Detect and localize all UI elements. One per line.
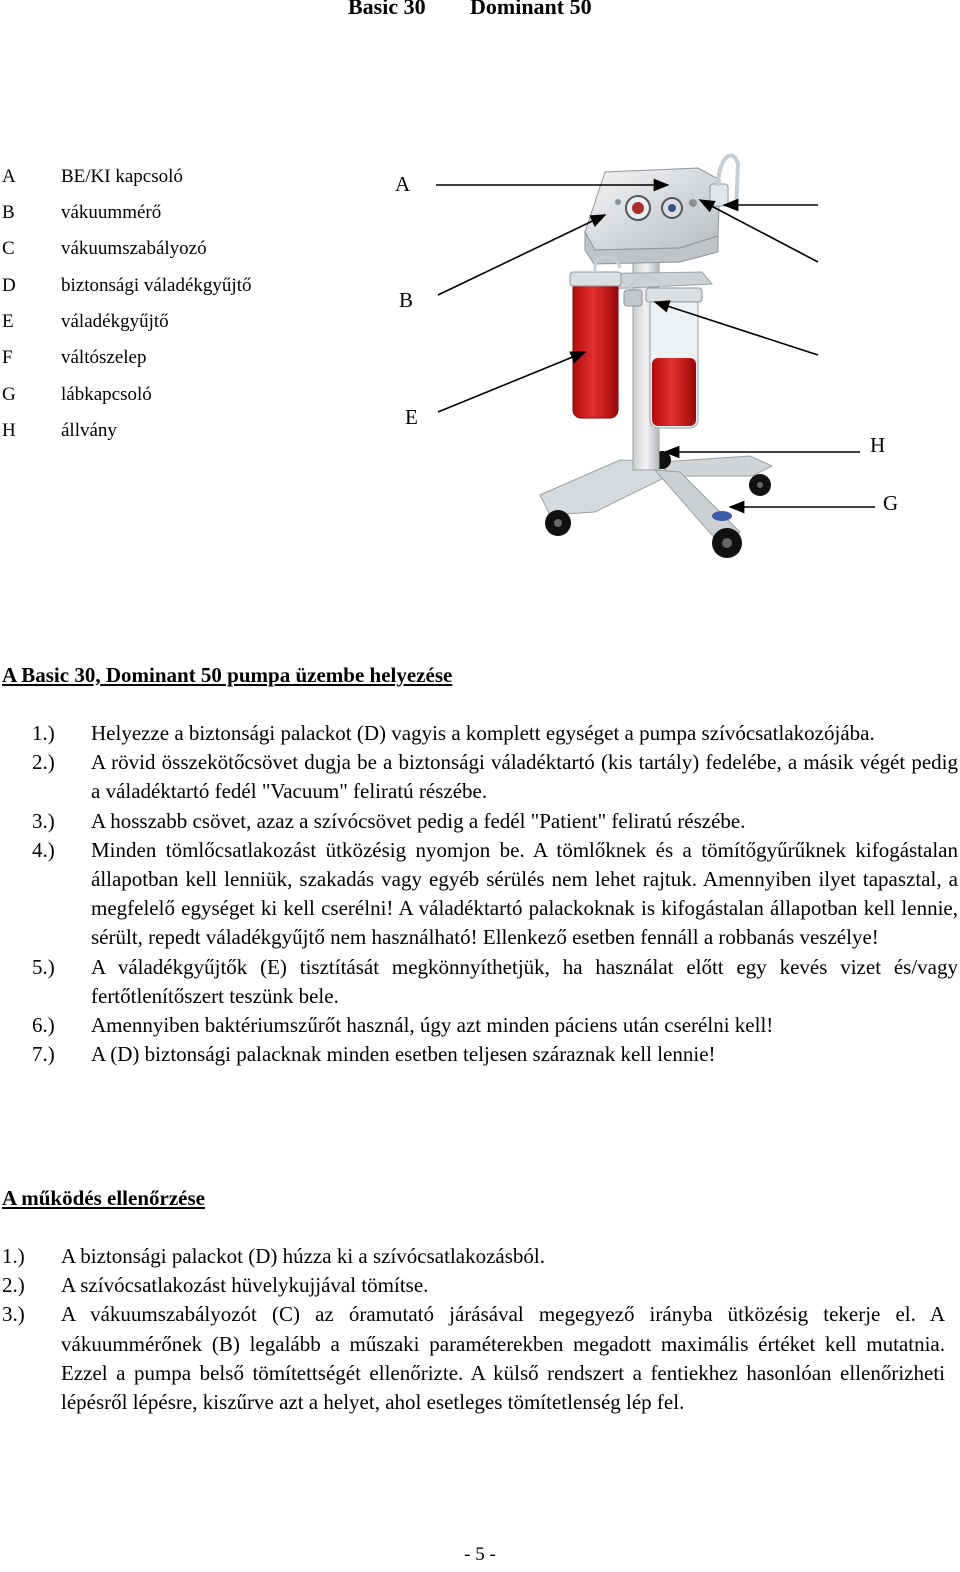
step-text: A (D) biztonsági palacknak minden esetben teljesen száraznak kell lennie! — [91, 1042, 716, 1067]
figure-label-h: H — [870, 433, 886, 457]
function-check-steps — [0, 1242, 945, 1417]
list-item — [0, 1271, 945, 1300]
step-number: 3.) — [2, 1302, 25, 1327]
legend-text: váltószelep — [61, 347, 147, 368]
step-number: 2.) — [2, 1273, 25, 1298]
step-number: 3.) — [32, 808, 55, 833]
model-basic-30: Basic 30 — [348, 0, 426, 19]
legend-letter: E — [2, 311, 14, 332]
list-item — [0, 1300, 945, 1417]
legend-letter: B — [2, 202, 15, 223]
list-item — [0, 1242, 945, 1271]
legend-letter: G — [2, 384, 16, 405]
step-number: 1.) — [32, 721, 55, 745]
step-number: 1.) — [2, 1244, 25, 1268]
step-number: 7.) — [32, 1042, 55, 1067]
legend-text: BE/KI kapcsoló — [61, 166, 183, 187]
figure-label-b: B — [399, 288, 414, 312]
step-text: A vákuumszabályozót (C) az óramutató járásával megegyező irányba ütközésig tekerje el. A vákuummérőnek (B) legalább a műszaki paraméterekben megadott maximális értéket kell mutatnia. Ezzel a pumpa belső tömítettségét ellenőrizte. A külső rendszert a fentiekhez hasonlóan ellenőrizheti lépésről lépésre, kiszűrve azt a helyet, ahol esetleges tömítetlenség lép fel. — [61, 1302, 945, 1415]
suction-pump-figure — [380, 140, 960, 580]
legend-text: váladékgyűjtő — [61, 311, 169, 332]
list-item — [0, 719, 958, 748]
figure-label-g: G — [883, 491, 899, 515]
document-header — [0, 0, 960, 26]
legend-text: vákuummérő — [61, 202, 162, 223]
step-text: Helyezze a biztonsági palackot (D) vagyis a komplett egységet a pumpa szívócsatlakozójába. — [91, 721, 875, 745]
section-heading-setup: A Basic 30, Dominant 50 pumpa üzembe helyezése — [2, 663, 453, 687]
section-heading-function-check: A működés ellenőrzése — [2, 1186, 205, 1210]
step-text: A biztonsági palackot (D) húzza ki a szívócsatlakozásból. — [61, 1244, 546, 1268]
list-item — [0, 1040, 958, 1069]
model-dominant-50: Dominant 50 — [470, 0, 592, 19]
page-number: - 5 - — [464, 1544, 496, 1565]
left-canister — [570, 256, 621, 418]
step-text: A rövid összekötőcsövet dugja be a biztonsági váladéktartó (kis tartály) fedelébe, a másik végét pedig a váladéktartó fedél "Vacuum" feliratú részébe. — [91, 750, 958, 804]
list-item — [0, 953, 958, 1011]
legend-letter: H — [2, 420, 16, 441]
legend-letter: D — [2, 275, 16, 296]
legend-text: lábkapcsoló — [61, 384, 152, 405]
legend-letter: A — [2, 166, 16, 187]
figure-label-e: E — [405, 405, 418, 429]
list-item — [0, 1011, 958, 1040]
step-number: 6.) — [32, 1013, 55, 1038]
step-number: 4.) — [32, 837, 55, 862]
legend-text: állvány — [61, 420, 117, 441]
legend-text: vákuumszabályozó — [61, 238, 207, 259]
step-text: A hosszabb csövet, azaz a szívócsövet pedig a fedél "Patient" feliratú részébe. — [91, 808, 746, 833]
step-text: A váladékgyűjtők (E) tisztítását megkönnyíthetjük, ha használat előtt egy kevés vizet és/vagy fertőtlenítőszert teszünk bele. — [91, 954, 958, 1008]
list-item — [0, 748, 958, 806]
step-number: 2.) — [32, 750, 55, 775]
setup-steps — [0, 719, 958, 1069]
step-text: Amennyiben baktériumszűrőt használ, úgy azt minden páciens után cserélni kell! — [91, 1013, 774, 1038]
step-text: Minden tömlőcsatlakozást ütközésig nyomjon be. A tömlőknek és a tömítőgyűrűknek kifogástalan állapotban kell lenniük, szakadás vagy egyéb sérülés nem lehet rajtuk. Amennyiben ilyet tapasztal, a megfelelő egységet ki kell cserélni! A váladéktartó palackoknak is kifogástalan állapotban kell lennie, sérült, repedt váladékgyűjtő nem használható! Ellenkező esetben fennáll a robbanás veszélye! — [91, 837, 958, 950]
pump-body — [585, 155, 738, 264]
list-item — [0, 836, 958, 953]
step-text: A szívócsatlakozást hüvelykujjával tömítse. — [61, 1273, 429, 1298]
figure-label-a: A — [395, 172, 411, 196]
changeover-valve — [624, 290, 642, 306]
suction-pump-illustration — [380, 140, 960, 580]
legend-letter: F — [2, 347, 13, 368]
step-number: 5.) — [32, 954, 55, 979]
list-item — [0, 807, 958, 836]
legend-text: biztonsági váladékgyűjtő — [61, 275, 252, 296]
legend-letter: C — [2, 238, 15, 259]
